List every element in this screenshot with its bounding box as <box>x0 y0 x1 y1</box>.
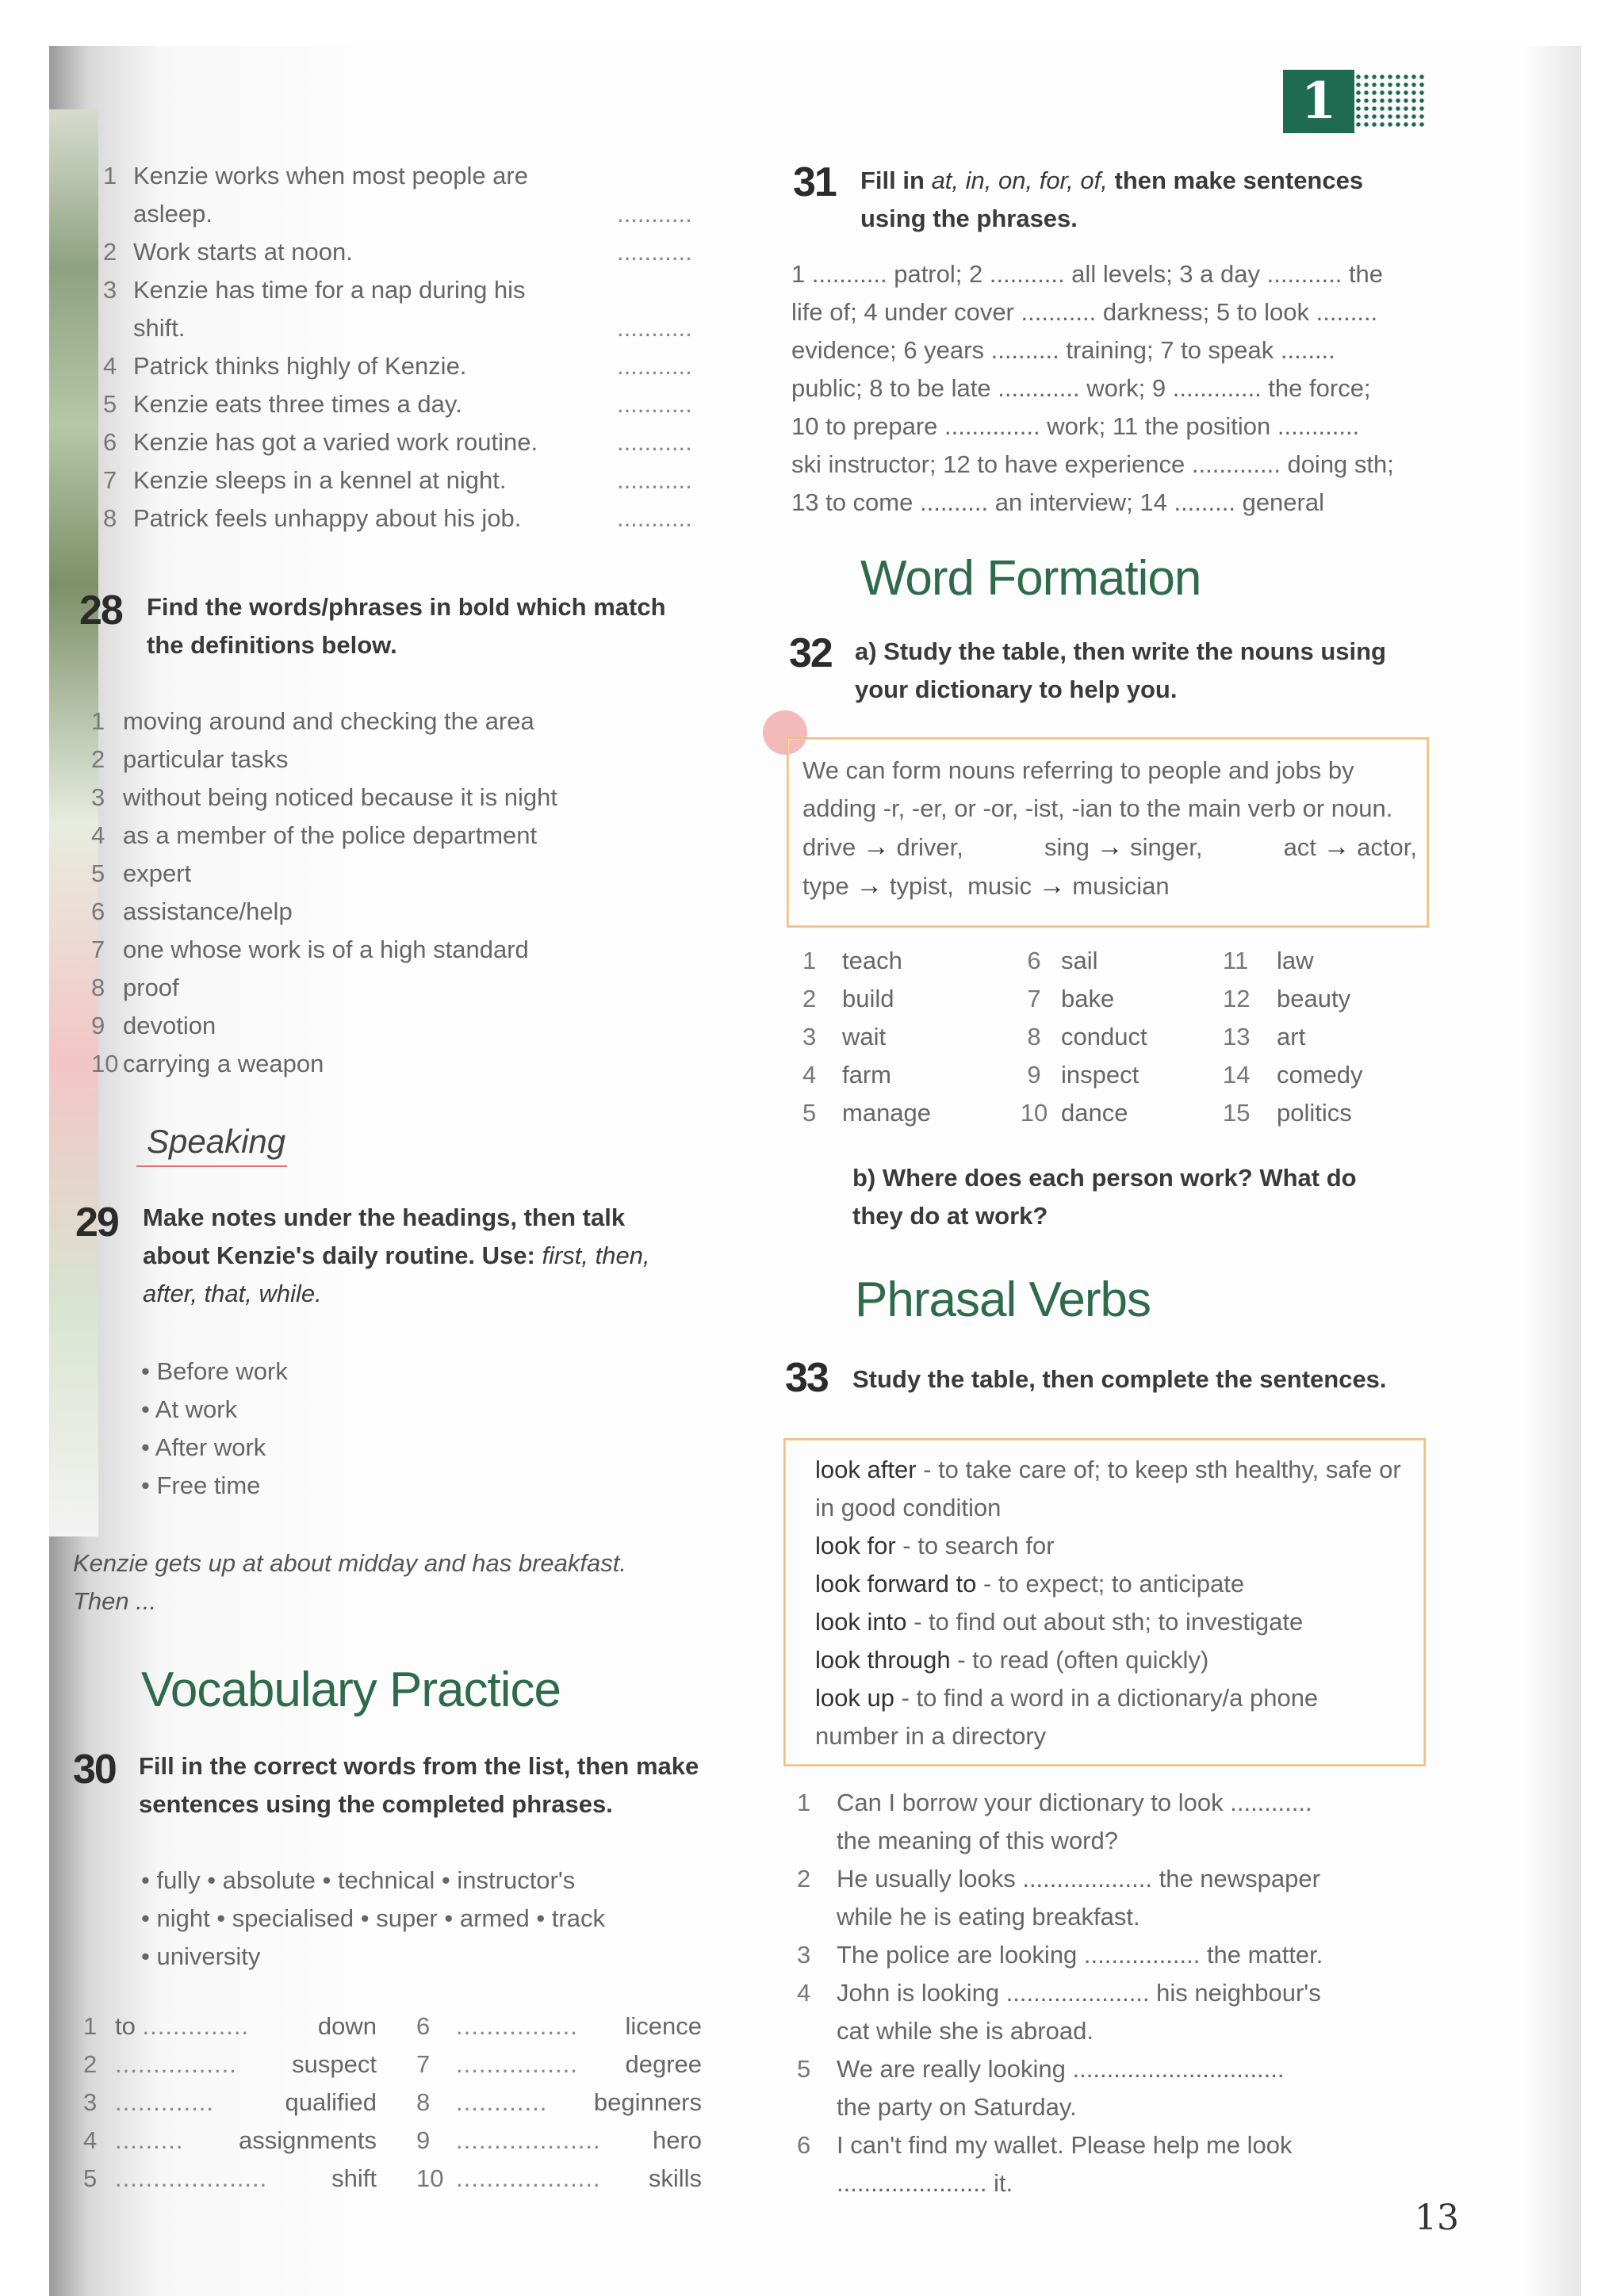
phrases-left <box>83 2007 377 2198</box>
sentence-item: 5 We are really looking ............................... the party on Saturday. <box>797 2055 1285 2121</box>
section-title: Phrasal Verbs <box>855 1272 1151 1327</box>
list-item: 3 wait <box>802 1023 887 1050</box>
phrasal-verb-row: look up - to find a word in a dictionary/a phone <box>815 1684 1319 1712</box>
exercise-instruction: a) Study the table, then write the nouns using your dictionary to help you. <box>855 637 1386 703</box>
phrase-item: 4 ......... assignments <box>83 2126 377 2154</box>
statement-item: 2 Work starts at noon. ........... <box>103 238 692 266</box>
list-item: 7 one whose work is of a high standard <box>91 936 529 963</box>
exercise-instruction: Fill in at, in, on, for, of, then make sentences using the phrases. <box>860 166 1364 232</box>
exercise-number: 30 <box>73 1747 116 1793</box>
speaking-heading: Speaking <box>147 1123 286 1160</box>
statement-item: 5 Kenzie eats three times a day. ........... <box>103 390 692 418</box>
list-item: 1 teach <box>802 947 902 974</box>
exercise-number: 32 <box>789 630 832 676</box>
list-item: 4 as a member of the police department <box>91 821 538 849</box>
statement-item: 4 Patrick thinks highly of Kenzie. ........... <box>103 352 692 380</box>
list-item: 6 assistance/help <box>91 897 293 925</box>
phrase-item: 5 .................... shift <box>83 2164 377 2192</box>
phrases-paragraph <box>791 255 1434 522</box>
exercise-number: 28 <box>79 587 122 633</box>
rule-text: We can form nouns referring to people and jobs by adding -r, -er, or -or, -ist, -ian to the main verb or noun. drive → driver, sing → singer, act → actor, type → typist, music → musician <box>802 756 1417 901</box>
speaking-underline <box>136 1165 287 1167</box>
exercise-instruction: Make notes under the headings, then talk about Kenzie's daily routine. Use: first, then, after, that, while. <box>143 1203 650 1307</box>
word-list-line: • university <box>141 1942 261 1970</box>
list-item: 12 beauty <box>1223 985 1351 1012</box>
sentence-item: 4 John is looking ..................... his neighbour's cat while she is abroad. <box>797 1979 1321 2045</box>
section-title: Word Formation <box>860 551 1201 606</box>
exercise-instruction: Study the table, then complete the sentences. <box>852 1365 1387 1393</box>
list-item: 2 build <box>802 985 894 1012</box>
list-item: 8 conduct <box>1027 1023 1147 1050</box>
exercise-part-b: b) Where does each person work? What do they do at work? <box>852 1164 1357 1230</box>
paragraph-line: 10 to prepare .............. work; 11 the position ............ <box>791 412 1360 440</box>
sentence-item: 1 Can I borrow your dictionary to look ............ the meaning of this word? <box>797 1789 1312 1854</box>
phrase-item: 8 ............ beginners <box>416 2088 702 2116</box>
headings-list <box>141 1353 538 1505</box>
exercise-instruction: Fill in the correct words from the list, then make sentences using the completed phrases. <box>139 1752 699 1818</box>
word-list-line: • night • specialised • super • armed • track <box>141 1904 605 1932</box>
phrasal-verb-row: look for - to search for <box>815 1532 1055 1559</box>
list-item: • At work <box>141 1395 238 1423</box>
rule-box <box>787 737 1429 928</box>
list-item: 5 expert <box>91 859 192 887</box>
paragraph-line: evidence; 6 years .......... training; 7 to speak ........ <box>791 336 1335 364</box>
list-item: 10 carrying a weapon <box>91 1050 324 1077</box>
list-item: 2 particular tasks <box>91 745 289 773</box>
sentence-item: 3 The police are looking ................. the matter. <box>797 1941 1323 1969</box>
phrasal-verb-row: number in a directory <box>815 1722 1047 1750</box>
list-item: 10 dance <box>1020 1099 1128 1127</box>
unit-badge: 1 <box>1283 70 1354 133</box>
words-column-1 <box>802 942 993 1132</box>
word-list <box>141 1862 728 1976</box>
list-item: 1 moving around and checking the area <box>91 707 534 735</box>
phrase-item: 1 to .............. down <box>83 2012 377 2040</box>
statement-item: 7 Kenzie sleeps in a kennel at night. ........... <box>103 466 692 494</box>
exercise-number: 33 <box>785 1355 828 1401</box>
phrasal-verb-row: look into - to find out about sth; to investigate <box>815 1608 1304 1636</box>
phrases-right <box>416 2007 702 2198</box>
phrase-item: 3 ............. qualified <box>83 2088 377 2116</box>
phrasal-verb-row: look through - to read (often quickly) <box>815 1646 1209 1674</box>
list-item: 3 without being noticed because it is night <box>91 783 558 811</box>
list-item: 8 proof <box>91 974 179 1001</box>
list-item: 9 devotion <box>91 1012 216 1039</box>
statement-item: 8 Patrick feels unhappy about his job. ........... <box>103 504 692 532</box>
phrasal-verb-row: in good condition <box>815 1494 1002 1521</box>
words-column-2 <box>1007 942 1213 1132</box>
paragraph-line: public; 8 to be late ............ work; 9 ............. the force; <box>791 374 1371 402</box>
words-column-3 <box>1223 942 1429 1132</box>
list-item: 15 politics <box>1223 1099 1352 1127</box>
word-list-line: • fully • absolute • technical • instructor's <box>141 1866 576 1894</box>
list-item: • Before work <box>141 1357 288 1385</box>
list-item: • After work <box>141 1433 266 1461</box>
section-title: Vocabulary Practice <box>141 1663 561 1717</box>
statement-item: 1 Kenzie works when most people are asleep. ........... <box>103 162 692 228</box>
phrase-item: 10 ................... skills <box>416 2164 702 2192</box>
phrase-item: 9 ................... hero <box>416 2126 702 2154</box>
list-item: 7 bake <box>1027 985 1115 1012</box>
page-number: 13 <box>1415 2198 1459 2238</box>
paragraph-line: life of; 4 under cover ........... darkness; 5 to look ......... <box>791 298 1378 326</box>
sentences-list <box>797 1784 1431 2202</box>
phrasal-verb-row: look after - to take care of; to keep sth healthy, safe or <box>815 1456 1401 1483</box>
paragraph-line: 13 to come .......... an interview; 14 ......... general <box>791 488 1324 516</box>
sentence-item: 6 I can't find my wallet. Please help me look ...................... it. <box>797 2131 1293 2197</box>
paragraph-line: ski instructor; 12 to have experience ............. doing sth; <box>791 450 1394 478</box>
example-text: Kenzie gets up at about midday and has breakfast. Then ... <box>73 1549 626 1615</box>
phrasal-verbs-list <box>815 1451 1410 1755</box>
sentence-item: 2 He usually looks ................... the newspaper while he is eating breakfast. <box>797 1865 1320 1931</box>
list-item: 5 manage <box>802 1099 932 1127</box>
statement-item: 3 Kenzie has time for a nap during his shift. ........... <box>103 276 692 342</box>
exercise-instruction: Find the words/phrases in bold which match the definitions below. <box>147 593 666 659</box>
phrase-item: 6 ................ licence <box>416 2012 702 2040</box>
exercise-number: 29 <box>75 1200 118 1246</box>
phrasal-verbs-table <box>783 1438 1426 1766</box>
list-item: 4 farm <box>802 1061 891 1089</box>
list-item: • Free time <box>141 1471 261 1499</box>
phrase-item: 2 ................ suspect <box>83 2050 377 2078</box>
phrasal-verb-row: look forward to - to expect; to anticipate <box>815 1570 1245 1598</box>
paragraph-line: 1 ........... patrol; 2 ........... all levels; 3 a day ........... the <box>791 260 1384 288</box>
list-item: 9 inspect <box>1027 1061 1139 1089</box>
list-item: 13 art <box>1223 1023 1306 1050</box>
unit-badge-dots <box>1354 73 1427 130</box>
exercise-number: 31 <box>793 159 836 205</box>
list-item: 11 law <box>1223 947 1314 974</box>
list-item: 6 sail <box>1027 947 1098 974</box>
list-item: 14 comedy <box>1223 1061 1363 1089</box>
phrase-item: 7 ................ degree <box>416 2050 702 2078</box>
definitions-list <box>91 702 694 1083</box>
statement-item: 6 Kenzie has got a varied work routine. ........... <box>103 428 692 456</box>
